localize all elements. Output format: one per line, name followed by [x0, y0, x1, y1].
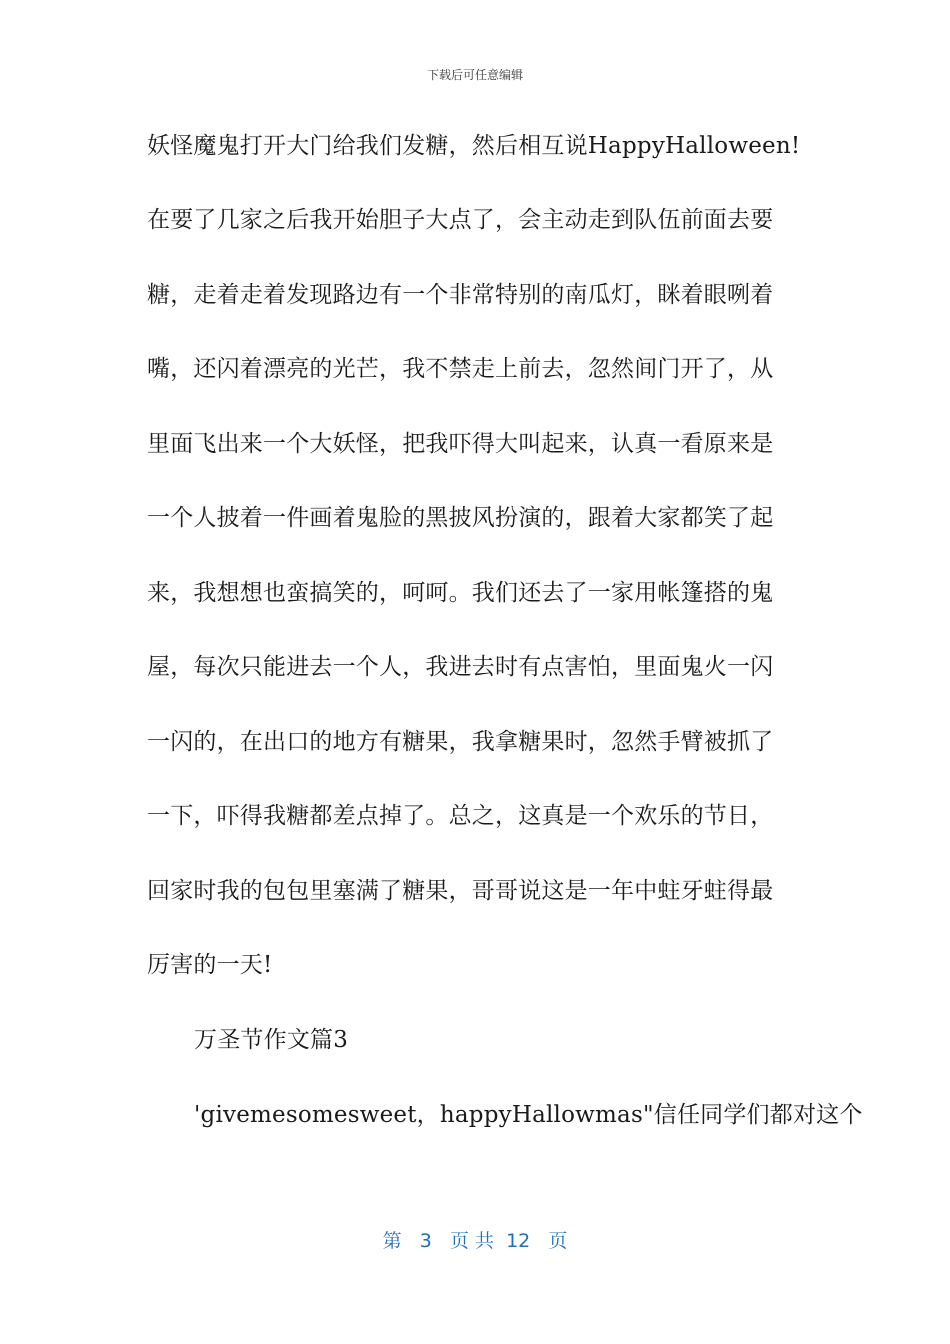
- body-line: 一闪的，在出口的地方有糖果，我拿糖果时，忽然手臂被抓了: [147, 729, 774, 755]
- footer-middle: 页 共: [449, 1230, 494, 1252]
- footer-suffix: 页: [548, 1230, 568, 1252]
- body-line: 妖怪魔鬼打开大门给我们发糖，然后相互说HappyHalloween!: [147, 133, 801, 159]
- body-line: 在要了几家之后我开始胆子大点了，会主动走到队伍前面去要: [147, 207, 774, 233]
- footer-prefix: 第: [382, 1230, 402, 1252]
- body-line: 糖，走着走着发现路边有一个非常特别的南瓜灯，眯着眼咧着: [147, 282, 774, 308]
- section-title: 万圣节作文篇3: [194, 1027, 349, 1053]
- body-line: 嘴，还闪着漂亮的光芒，我不禁走上前去，忽然间门开了，从: [147, 356, 774, 382]
- body-line: 厉害的一天!: [147, 952, 273, 978]
- page-header: 下载后可任意编辑: [426, 68, 523, 82]
- footer-total-pages: 12: [506, 1230, 531, 1252]
- section-first-line: 'givemesomesweet，happyHallowmas"信任同学们都对这个: [194, 1102, 863, 1128]
- body-line: 一个人披着一件画着鬼脸的黑披风扮演的，跟着大家都笑了起: [147, 505, 774, 531]
- page-footer: [0, 1226, 950, 1253]
- body-line: 一下，吓得我糖都差点掉了。总之，这真是一个欢乐的节日，: [147, 803, 774, 829]
- body-line: 里面飞出来一个大妖怪，把我吓得大叫起来，认真一看原来是: [147, 431, 774, 457]
- body-line: 来，我想想也蛮搞笑的，呵呵。我们还去了一家用帐篷搭的鬼: [147, 580, 774, 606]
- body-line: 屋，每次只能进去一个人，我进去时有点害怕，里面鬼火一闪: [147, 654, 774, 680]
- body-line: 回家时我的包包里塞满了糖果，哥哥说这是一年中蛀牙蛀得最: [147, 878, 774, 904]
- footer-current-page: 3: [419, 1230, 432, 1252]
